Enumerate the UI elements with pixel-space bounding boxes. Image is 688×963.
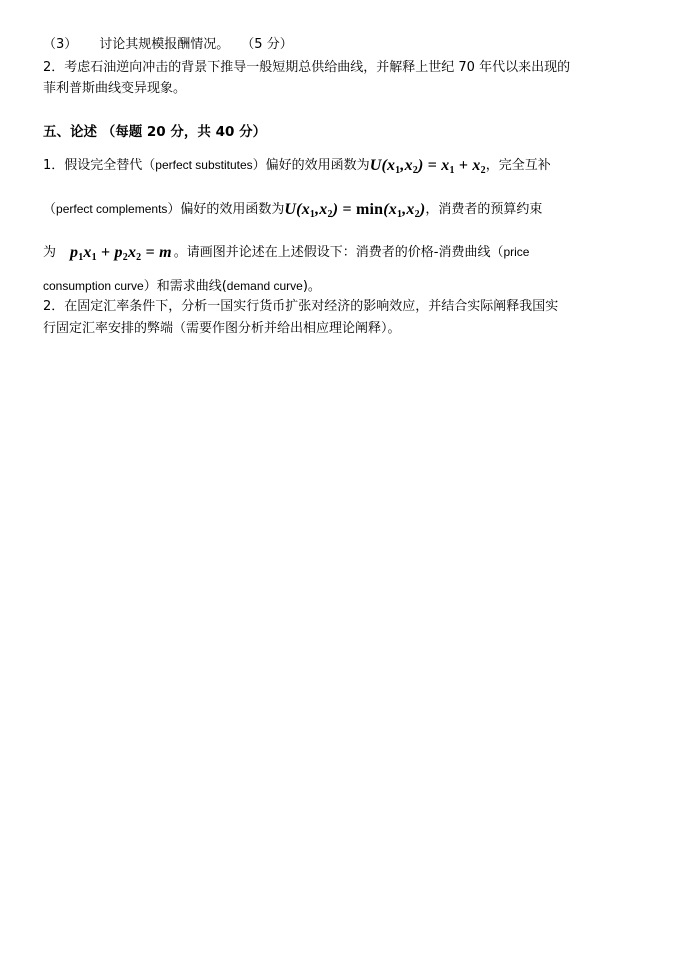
section-5-note: （每题 20 分，共 40 分） [101, 124, 267, 140]
section-5-title: 五、论述 [43, 124, 97, 140]
question-3-number: （3） [43, 37, 78, 52]
essay-1-line-4-mid: ）和需求曲线( [143, 279, 227, 294]
essay-1-line-3-prefix: 为 [43, 245, 57, 260]
essay-2-line-2: 行固定汇率安排的弊端（需要作图分析并给出相应理论阐释）。 [43, 321, 401, 336]
essay-1-line-3 [43, 243, 643, 262]
essay-1-line-2-prefix: （ [43, 202, 57, 217]
utility-function-complements: $U(x_1,x_2) = \min(x_1,x_2)$ [284, 201, 426, 220]
essay-1-line-2-suffix: ，消费者的预算约束 [425, 202, 543, 217]
essay-1-line-4 [43, 277, 643, 296]
essay-1-line-2-mid: ）偏好的效用函数为 [167, 202, 285, 217]
essay-1-line-4-suffix: )。 [302, 279, 321, 294]
question-3-text: 讨论其规模报酬情况。 [99, 37, 230, 52]
question-2-line-1: 2．考虑石油逆向冲击的背景下推导一般短期总供给曲线，并解释上世纪 70 年代以来出现的 [43, 60, 571, 75]
essay-1-term-perfect-complements: perfect complements [56, 202, 168, 216]
essay-1-line-1-prefix: 1．假设完全替代（ [43, 158, 156, 173]
essay-1-line-2 [43, 200, 643, 219]
essay-1-term-demand-curve: demand curve [226, 279, 303, 293]
utility-function-substitutes: $U(x_1,x_2) = x_1 + x_2$ [369, 157, 486, 176]
question-2-line-2: 菲利普斯曲线变异现象。 [43, 81, 187, 96]
essay-1-line-1 [43, 156, 643, 175]
essay-1-term-consumption-curve: consumption curve [43, 279, 144, 293]
question-3-points: （5 分） [241, 37, 293, 52]
essay-1-line-1-mid: ）偏好的效用函数为 [252, 158, 370, 173]
section-5-heading [43, 123, 643, 141]
essay-1-line-1-suffix: ，完全互补 [485, 158, 551, 173]
essay-1-term-perfect-substitutes: perfect substitutes [155, 158, 253, 172]
question-3-line [43, 36, 643, 54]
essay-2-line-1: 2．在固定汇率条件下，分析一国实行货币扩张对经济的影响效应，并结合实际阐释我国实 [43, 299, 559, 314]
essay-1-line-3-mid: 。请画图并论述在上述假设下：消费者的价格-消费曲线（ [173, 245, 504, 260]
essay-1-term-price: price [503, 245, 530, 259]
budget-constraint: $p_1x_1 + p_2x_2 = m$ [70, 244, 172, 263]
